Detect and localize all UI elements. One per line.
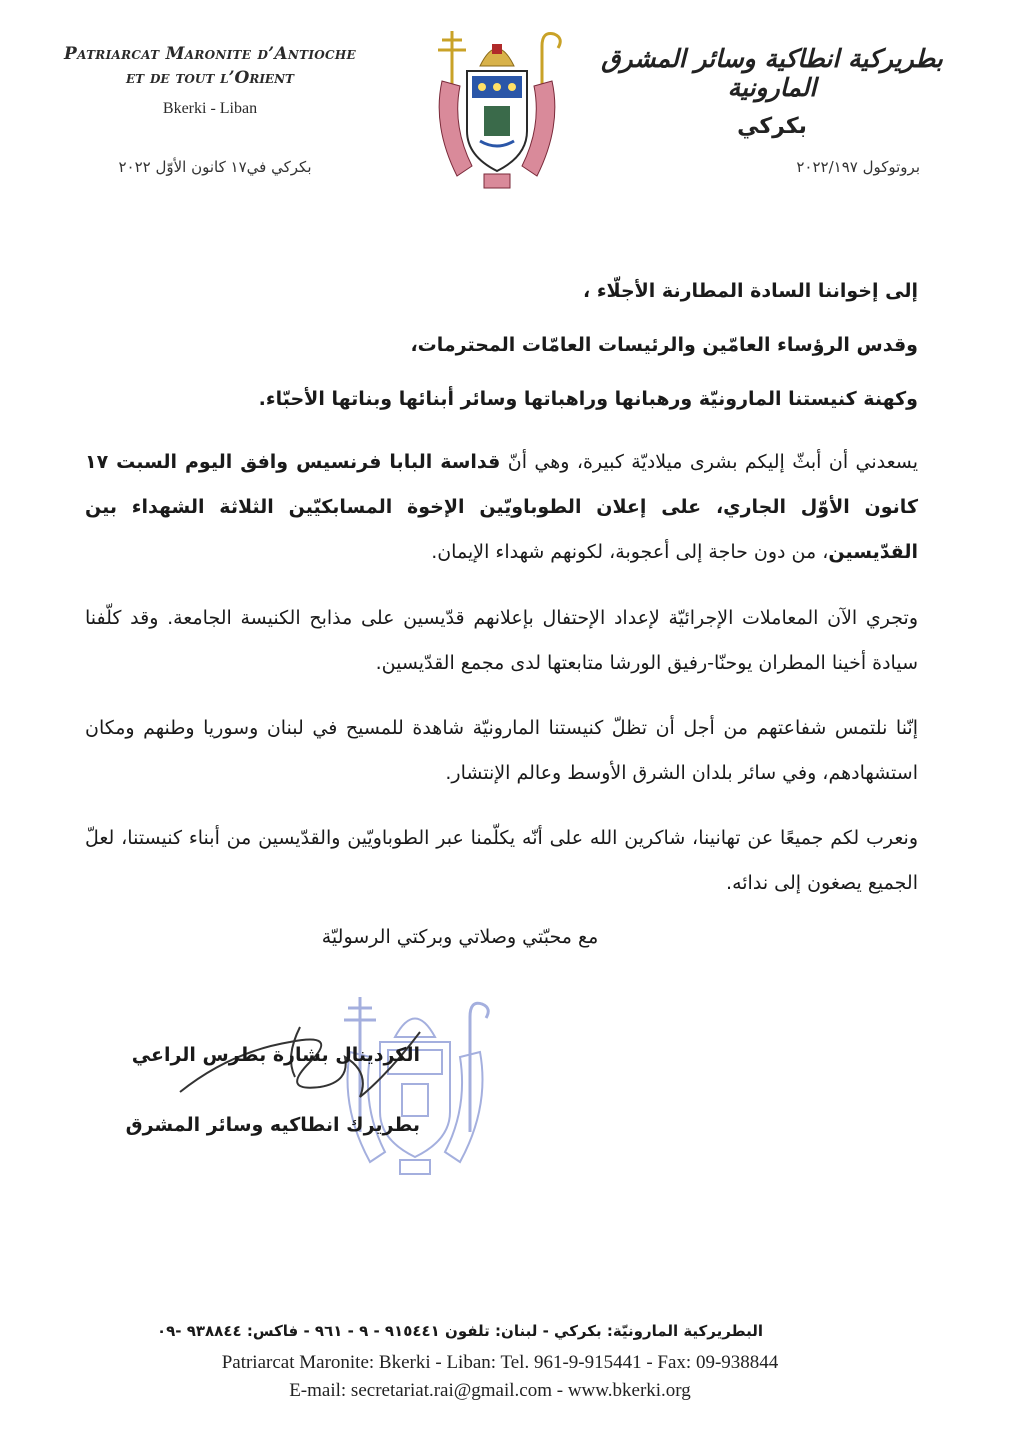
p1-part-c: ، من دون حاجة إلى أعجوبة، لكونهم شهداء الإيمان. <box>431 541 829 563</box>
paragraph-2 <box>85 596 918 686</box>
header-fr-line2: et de tout l’Orient <box>126 68 294 88</box>
address-line: إلى إخواننا السادة المطارنة الأجلّاء ، <box>582 280 918 302</box>
signature-title: بطريرك انطاكيه وسائر المشرق <box>125 1114 420 1136</box>
paragraph-3 <box>85 706 918 796</box>
paragraph-2-text: وتجري الآن المعاملات الإجرائيّة لإعداد الإحتفال بإعلانهم قدّيسين على مذابح الكنيسة الجامعة. وقد كلّفنا سيادة أخينا المطران يوحنّا-رفيق الورشا متابعتها لدى مجمع القدّيسين. <box>85 607 918 674</box>
header-arabic <box>592 44 952 139</box>
paragraph-4-text: ونعرب لكم جميعًا عن تهانينا، شاكرين الله على أنّه يكلّمنا عبر الطوباويّين والقدّيسين من أبناء كنيستنا، لعلّ الجميع يصغون إلى ندائه. <box>85 827 918 894</box>
paragraph-4 <box>85 816 918 906</box>
address-line: وقدس الرؤساء العامّين والرئيسات العامّات المحترمات، <box>410 334 918 356</box>
footer-arabic: البطريركية المارونيّة: بكركي - لبنان: تلفون ٩١٥٤٤١ - ٩ - ٩٦١ - فاكس: ٩٣٨٨٤٤ -٠٩ <box>156 1322 764 1340</box>
header-fr-line3: Bkerki - Liban <box>162 100 258 117</box>
protocol-number: بروتوكول ٢٠٢٢/١٩٧ <box>796 158 920 176</box>
footer-email-web: E-mail: secretariat.rai@gmail.com - www.bkerki.org <box>289 1380 691 1401</box>
paragraph-3-text: إنّنا نلتمس شفاعتهم من أجل أن تظلّ كنيستنا المارونيّة شاهدة للمسيح في لبنان وسوريا وطنهم ومكان استشهادهم، وفي سائر بلدان الشرق الأوسط وعالم الإنتشار. <box>85 717 918 784</box>
closing-line: مع محبّتي وصلاتي وبركتي الرسوليّة <box>321 926 599 948</box>
p1-part-bold: قداسة البابا فرنسيس وافق اليوم السبت ١٧ كانون الأوّل الجاري، على إعلان الطوباويّين الإخوة المسابكيّين الثلاثة الشهداء بين القدّيسين <box>85 451 918 563</box>
p1-part-a: يسعدني أن أبثّ إليكم بشرى ميلاديّة كبيرة، وهي أنّ <box>500 451 918 473</box>
footer-contact: Patriarcat Maronite: Bkerki - Liban: Tel. 961-9-915441 - Fax: 09-938844 <box>221 1352 779 1373</box>
header-ar-line1: بطريركية انطاكية وسائر المشرق المارونية <box>601 44 943 102</box>
header-french <box>25 44 395 118</box>
letter-date: بكركي في١٧ كانون الأوّل ٢٠٢٢ <box>118 158 312 176</box>
header-fr-line1: Patriarcat Maronite d’Antioche <box>64 44 356 64</box>
paragraph-1 <box>85 440 918 575</box>
address-line: وكهنة كنيستنا المارونيّة ورهبانها وراهباتها وسائر أبنائها وبناتها الأحبّاء. <box>258 388 918 410</box>
signature-name: الكردينال بشارة بطرس الراعي <box>131 1044 420 1066</box>
header-ar-line2: بكركي <box>737 114 807 139</box>
patriarchal-crest-icon <box>422 26 572 196</box>
letter-address <box>85 276 918 438</box>
